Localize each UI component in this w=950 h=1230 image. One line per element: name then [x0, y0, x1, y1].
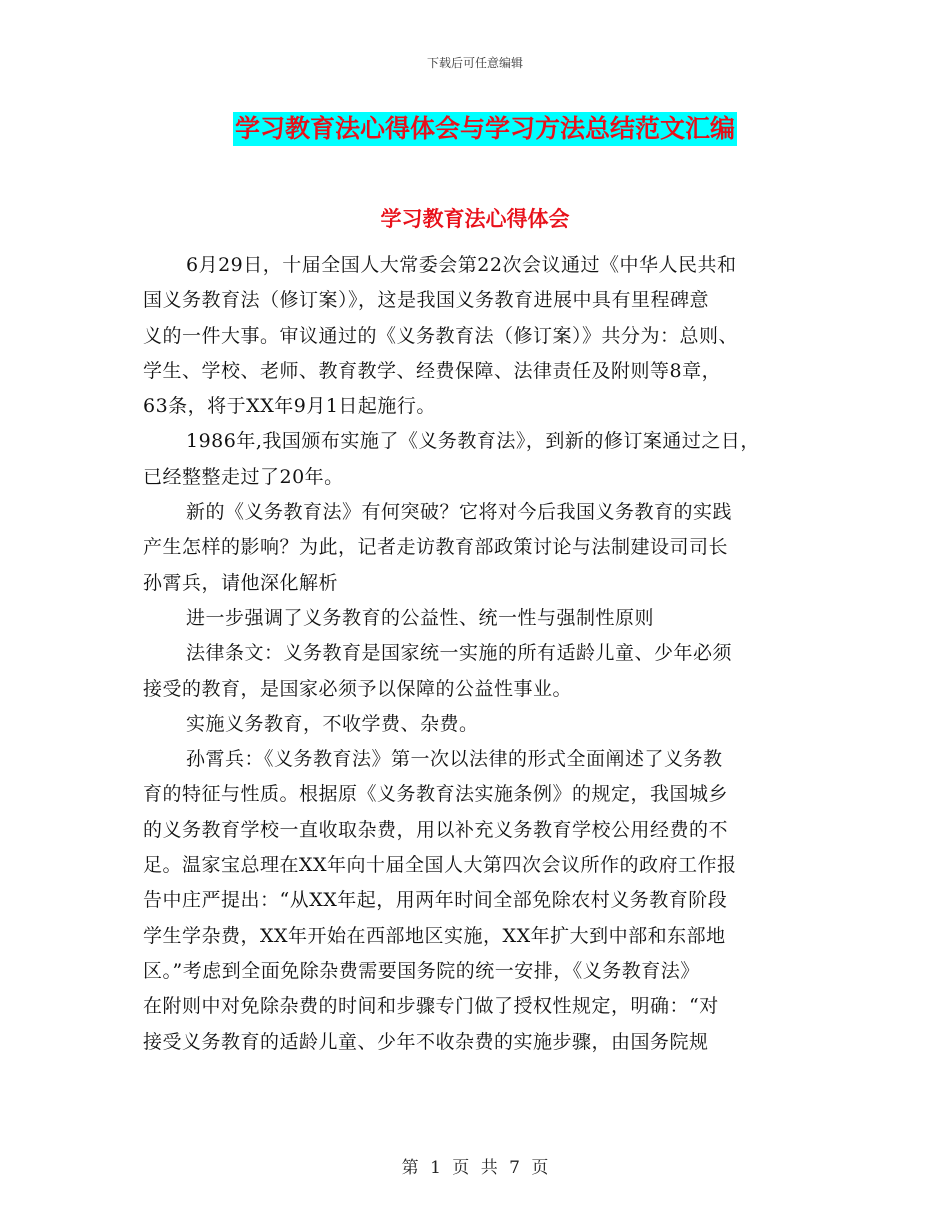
- text-line: 1986年,我国颁布实施了《义务教育法》，到新的修订案通过之日，: [186, 430, 760, 453]
- text-line: 义的一件大事。审议通过的《义务教育法（修订案）》共分为：总则、: [143, 324, 739, 347]
- body-text: [143, 248, 823, 1060]
- text-line: 实施义务教育，不收学费、杂费。: [186, 712, 479, 735]
- text-line: 新的《义务教育法》有何突破？它将对今后我国义务教育的实践: [186, 501, 733, 524]
- section-title: 学习教育法心得体会: [380, 207, 570, 231]
- document-title: 学习教育法心得体会与学习方法总结范文汇编: [233, 112, 737, 146]
- text-line: 孙霄兵：《义务教育法》第一次以法律的形式全面阐述了义务教: [186, 748, 723, 771]
- text-line: 学生学杂费，XX年开始在西部地区实施，XX年扩大到中部和东部地: [143, 924, 726, 947]
- text-line: 在附则中对免除杂费的时间和步骤专门做了授权性规定，明确：“对: [143, 995, 719, 1018]
- text-line: 产生怎样的影响？为此，记者走访教育部政策讨论与法制建设司司长: [143, 536, 729, 559]
- text-line: 法律条文：义务教育是国家统一实施的所有适龄儿童、少年必须: [186, 642, 733, 665]
- text-line: 63条，将于XX年9月1日起施行。: [143, 395, 436, 418]
- text-line: 已经整整走过了20年。: [143, 465, 344, 488]
- text-line: 6月29日，十届全国人大常委会第22次会议通过《中华人民共和: [186, 254, 737, 276]
- header-note: 下载后可任意编辑: [426, 56, 523, 70]
- text-line: 告中庄严提出：“从XX年起，用两年时间全部免除农村义务教育阶段: [143, 889, 728, 912]
- text-line: 足。温家宝总理在XX年向十届全国人大第四次会议所作的政府工作报: [143, 854, 737, 877]
- text-line: 孙霄兵，请他深化解析: [143, 571, 339, 594]
- text-line: 的义务教育学校一直收取杂费，用以补充义务教育学校公用经费的不: [143, 818, 729, 841]
- text-line: 国义务教育法（修订案）》，这是我国义务教育进展中具有里程碑意: [143, 289, 710, 312]
- page-footer: 第 1 页 共 7 页: [401, 1158, 549, 1178]
- text-line: 育的特征与性质。根据原《义务教育法实施条例》的规定，我国城乡: [143, 783, 729, 806]
- text-line: 学生、学校、老师、教育教学、经费保障、法律责任及附则等8章，: [143, 359, 722, 382]
- text-line: 区。”考虑到全面免除杂费需要国务院的统一安排，《义务教育法》: [143, 959, 700, 982]
- text-line: 接受的教育，是国家必须予以保障的公益性事业。: [143, 677, 573, 700]
- text-line: 接受义务教育的适龄儿童、少年不收杂费的实施步骤，由国务院规: [143, 1030, 709, 1053]
- text-line: 进一步强调了义务教育的公益性、统一性与强制性原则: [186, 606, 655, 629]
